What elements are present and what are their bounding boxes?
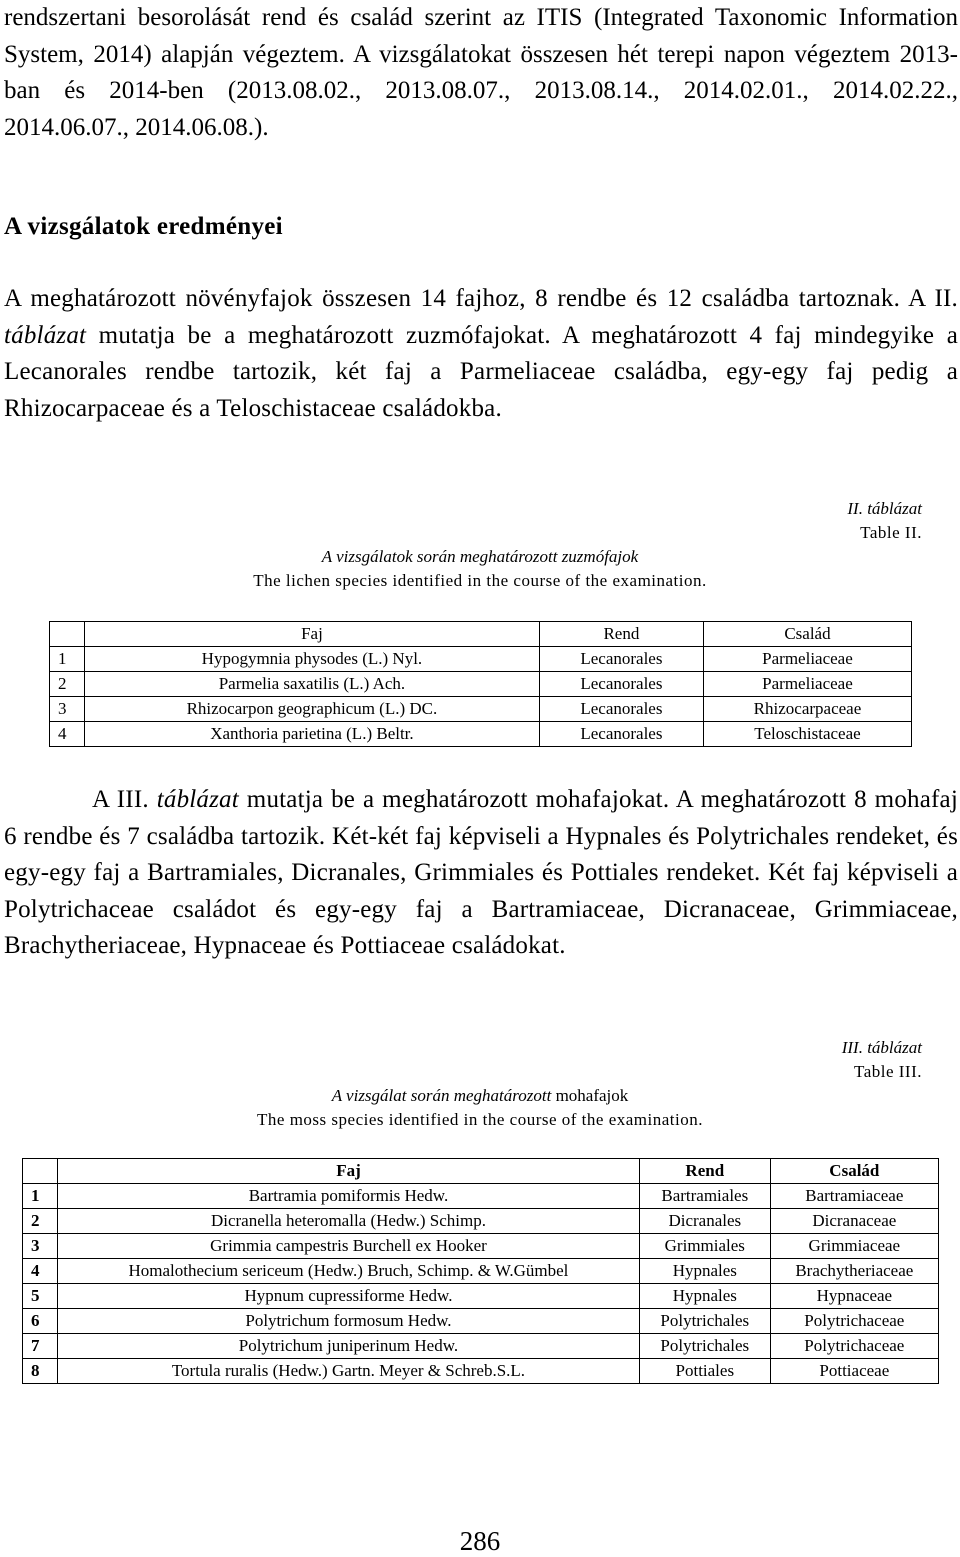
row-number: 2 <box>23 1209 58 1234</box>
family-cell: Bartramiaceae <box>770 1184 938 1209</box>
order-cell: Hypnales <box>639 1284 770 1309</box>
table2-label-hu: II. táblázat <box>847 499 922 518</box>
row-number: 1 <box>23 1184 58 1209</box>
order-cell: Polytrichales <box>639 1309 770 1334</box>
order-cell: Dicranales <box>639 1209 770 1234</box>
table3-label <box>842 1036 922 1084</box>
table3-title-hu <box>0 1084 960 1108</box>
species-cell: Rhizocarpon geographicum (L.) DC. <box>85 697 540 722</box>
family-cell: Pottiaceae <box>770 1359 938 1384</box>
order-cell: Lecanorales <box>539 697 703 722</box>
species-cell: Polytrichum formosum Hedw. <box>58 1309 640 1334</box>
table-row <box>23 1309 939 1334</box>
family-cell: Parmeliaceae <box>703 672 911 697</box>
order-cell: Pottiales <box>639 1359 770 1384</box>
table3-title-hu-rest: mohafajok <box>551 1086 629 1105</box>
order-cell: Bartramiales <box>639 1184 770 1209</box>
table2-label-en: Table II. <box>860 523 922 542</box>
row-number: 3 <box>50 697 85 722</box>
table-row <box>50 647 912 672</box>
row-number: 2 <box>50 672 85 697</box>
page-number: 286 <box>459 1526 501 1556</box>
family-cell: Rhizocarpaceae <box>703 697 911 722</box>
species-cell: Grimmia campestris Burchell ex Hooker <box>58 1234 640 1259</box>
table3-label-en: Table III. <box>854 1062 922 1081</box>
results-text-b: mutatja be a meghatározott zuzmófajokat. A meghatározott 4 faj mindegyike a Lecanorales rendbe tartozik, két faj a Parmeliaceae családba, egy-egy faj pedig a Rhizocarpaceae és a Teloschistaceae családokba. <box>4 321 958 422</box>
table3-label-hu: III. táblázat <box>841 1038 922 1057</box>
order-cell: Lecanorales <box>539 647 703 672</box>
table3-caption <box>0 1084 960 1132</box>
table2-title-en: The lichen species identified in the course of the examination. <box>253 571 707 590</box>
order-cell: Polytrichales <box>639 1334 770 1359</box>
order-cell: Hypnales <box>639 1259 770 1284</box>
header-number <box>50 622 85 647</box>
header-number <box>23 1159 58 1184</box>
table3-title-hu-italic: A vizsgálat során meghatározott <box>331 1086 552 1105</box>
table-row <box>23 1259 939 1284</box>
header-species: Faj <box>58 1159 640 1184</box>
header-family: Család <box>770 1159 938 1184</box>
order-cell: Grimmiales <box>639 1234 770 1259</box>
table-row <box>50 672 912 697</box>
species-cell: Homalothecium sericeum (Hedw.) Bruch, Schimp. & W.Gümbel <box>58 1259 640 1284</box>
table-row <box>23 1209 939 1234</box>
table-row <box>23 1234 939 1259</box>
species-cell: Xanthoria parietina (L.) Beltr. <box>85 722 540 747</box>
family-cell: Hypnaceae <box>770 1284 938 1309</box>
header-family: Család <box>703 622 911 647</box>
table-row <box>23 1334 939 1359</box>
results-text-a: A meghatározott növényfajok összesen 14 fajhoz, 8 rendbe és 12 családba tartoznak. A II. <box>4 285 958 312</box>
row-number: 6 <box>23 1309 58 1334</box>
intro-paragraph: rendszertani besorolását rend és család szerint az ITIS (Integrated Taxonomic Information System, 2014) alapján végeztem. A vizsgálatokat összesen hét terepi napon végeztem 2013-ban és 2014-ben (2013.08.02., 2013.08.07., 2013.08.14., 2014.02.01., 2014.02.22., 2014.06.07., 2014.06.08.). <box>4 4 958 141</box>
table-row <box>23 1184 939 1209</box>
table2-label <box>847 497 922 545</box>
table-row <box>23 1284 939 1309</box>
species-cell: Hypnum cupressiforme Hedw. <box>58 1284 640 1309</box>
table-header-row <box>50 622 912 647</box>
row-number: 3 <box>23 1234 58 1259</box>
species-cell: Dicranella heteromalla (Hedw.) Schimp. <box>58 1209 640 1234</box>
family-cell: Polytrichaceae <box>770 1334 938 1359</box>
results-table-ref: táblázat <box>4 321 87 349</box>
mosses-paragraph <box>4 782 958 965</box>
family-cell: Parmeliaceae <box>703 647 911 672</box>
species-cell: Polytrichum juniperinum Hedw. <box>58 1334 640 1359</box>
family-cell: Brachytheriaceae <box>770 1259 938 1284</box>
table2-title-hu: A vizsgálatok során meghatározott zuzmófajok <box>321 547 639 566</box>
table-header-row <box>23 1159 939 1184</box>
family-cell: Teloschistaceae <box>703 722 911 747</box>
row-number: 4 <box>50 722 85 747</box>
lichen-species-table <box>49 621 912 747</box>
results-paragraph <box>4 281 958 427</box>
row-number: 1 <box>50 647 85 672</box>
mosses-text-a: A III. <box>92 786 157 813</box>
header-order: Rend <box>539 622 703 647</box>
species-cell: Tortula ruralis (Hedw.) Gartn. Meyer & Schreb.S.L. <box>58 1359 640 1384</box>
order-cell: Lecanorales <box>539 672 703 697</box>
moss-species-table <box>22 1158 939 1384</box>
family-cell: Dicranaceae <box>770 1209 938 1234</box>
header-order: Rend <box>639 1159 770 1184</box>
row-number: 8 <box>23 1359 58 1384</box>
table3-title-en: The moss species identified in the course of the examination. <box>257 1110 703 1129</box>
family-cell: Grimmiaceae <box>770 1234 938 1259</box>
header-species: Faj <box>85 622 540 647</box>
table-row <box>50 722 912 747</box>
row-number: 5 <box>23 1284 58 1309</box>
mosses-text-b: mutatja be a meghatározott mohafajokat. A meghatározott 8 mohafaj 6 rendbe és 7 családba tartozik. Két-két faj képviseli a Hypnales és Polytrichales rendeket, és egy-egy faj a Bartramiales, Dicranales, Grimmiales és Pottiales rendeket. Két faj képviseli a Polytrichaceae családot és egy-egy faj a Bartramiaceae, Dicranaceae, Grimmiaceae, Brachytheriaceae, Hypnaceae és Pottiaceae családokat. <box>4 786 958 960</box>
species-cell: Bartramia pomiformis Hedw. <box>58 1184 640 1209</box>
family-cell: Polytrichaceae <box>770 1309 938 1334</box>
species-cell: Hypogymnia physodes (L.) Nyl. <box>85 647 540 672</box>
row-number: 7 <box>23 1334 58 1359</box>
species-cell: Parmelia saxatilis (L.) Ach. <box>85 672 540 697</box>
mosses-table-ref: táblázat <box>156 786 239 813</box>
table2-caption <box>0 545 960 593</box>
order-cell: Lecanorales <box>539 722 703 747</box>
section-heading: A vizsgálatok eredményei <box>4 213 283 240</box>
table-row <box>23 1359 939 1384</box>
table-row <box>50 697 912 722</box>
row-number: 4 <box>23 1259 58 1284</box>
